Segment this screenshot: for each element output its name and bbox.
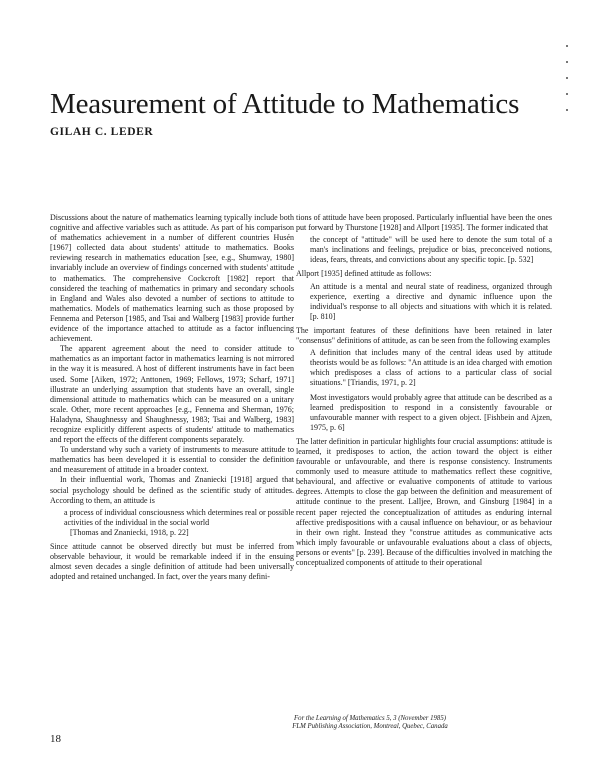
block-quote: An attitude is a mental and neural state of readiness, organized through experience, exerting a directive and dynamic influence upon the individual's response to all objects and situations with which it is related. [p. 810] bbox=[310, 281, 552, 321]
margin-marks bbox=[566, 45, 572, 125]
left-column bbox=[50, 213, 294, 582]
paragraph: The apparent agreement about the need to consider attitude to mathematics as an important factor in mathematics learning is not mirrored in the way it is measured. A host of different instruments have in fact been used. Some [Aiken, 1972; Anttonen, 1969; Fellows, 1973; Scharf, 1971] illustrate an underlying assumption that students have an overall, single dimensional attitude to mathematics which can be measured on a unitary scale. Other, more recent approaches [e.g., Fennema and Sherman, 1976; Haladyna, Shaughnessy and Shaughnessy, 1983; Tsai and Walberg, 1983] recognize explicitly different aspects of students' attitude to mathematics and report the effects of the different components separately. bbox=[50, 344, 294, 445]
quote-source: [Thomas and Znaniecki, 1918, p. 22] bbox=[70, 527, 189, 537]
footer-publisher: FLM Publishing Association, Montreal, Quebec, Canada bbox=[292, 723, 448, 731]
journal-footer bbox=[200, 715, 540, 732]
quote-text: a process of individual consciousness which determines real or possible activities of the individual in the social world bbox=[64, 507, 294, 527]
footer-citation: For the Learning of Mathematics 5, 3 (November 1985) bbox=[294, 715, 446, 722]
paragraph: Since attitude cannot be observed directly but must be inferred from observable behaviour, it would be remarkable indeed if in the ensuing almost seven decades a single definition of attitude had been universally adopted and retained unchanged. In fact, over the years many defini- bbox=[50, 542, 294, 582]
page-number: 18 bbox=[50, 733, 61, 745]
block-quote: Most investigators would probably agree that attitude can be described as a learned predisposition to respond in a consistently favourable or unfavourable manner with respect to a given object. [Fishbein and Ajzen, 1975, p. 6] bbox=[310, 392, 552, 432]
paragraph: To understand why such a variety of instruments to measure attitude to mathematics has been developed it is essential to consider the definition and measurement of attitude in a broader context. bbox=[50, 445, 294, 475]
paragraph: Allport [1935] defined attitude as follows: bbox=[296, 269, 432, 279]
paragraph: In their influential work, Thomas and Znaniecki [1918] argued that social psychology should be defined as the scientific study of attitudes. According to them, an attitude is bbox=[50, 475, 294, 505]
paragraph: The latter definition in particular highlights four crucial assumptions: attitude is learned, it predisposes to action, the action toward the object is either favourable or unfavourable, and there is response consistency. Instruments commonly used to measure attitude to mathematics reflect these cognitive, behavioural, and affective or evaluative components of attitude to various degrees. Attempts to close the gap between the definition and measurement of attitude continue to the present. Lalljee, Brown, and Ginsburg [1984] in a recent paper rejected the conceptualization of attitudes as enduring internal affective predispositions with a causal influence on behaviour, or as behaviour in their own right. Instead they "construe attitudes as communicative acts which imply favourable or unfavourable evaluations about a class of objects, persons or events" [p. 239]. Because of the difficulties involved in matching the conceptualized components of attitude to their operational bbox=[296, 436, 552, 567]
block-quote: the concept of "attitude" will be used here to denote the sum total of a man's inclinations and feelings, prejudice or bias, preconceived notions, ideas, fears, threats, and convictions about any specific topic. [p. 532] bbox=[310, 235, 552, 265]
paragraph: The important features of these definitions have been retained in later "consensus" definitions of attitude, as can be seen from the following examples bbox=[296, 325, 552, 346]
article-title: Measurement of Attitude to Mathematics bbox=[50, 88, 520, 120]
paragraph: tions of attitude have been proposed. Particularly influential have been the ones put forward by Thurstone [1928] and Allport [1935]. The former indicated that bbox=[296, 213, 552, 233]
paragraph: Discussions about the nature of mathematics learning typically include both cognitive and affective variables such as attitude. As part of his comparison of mathematics achievement in a number of different countries Husén [1967] collected data about students' attitude to mathematics. Books reviewing research in mathematics education [see, e.g., Shumway, 1980] invariably include an overview of findings concerned with students' attitude to mathematics. The comprehensive Cockcroft [1982] report that considered the teaching of mathematics in primary and secondary schools in England and Wales also devoted a number of sections to attitude to mathematics. Models of mathematics learning such as those proposed by Fennema and Peterson [1985, and Tsai and Walberg [1983] provide further evidence of the importance attached to attitude as a factor influencing achievement. bbox=[50, 213, 294, 344]
block-quote bbox=[64, 508, 294, 538]
block-quote: A definition that includes many of the central ideas used by attitude theorists would be as follows: "An attitude is an idea charged with emotion which predisposes a class of actions to a particular class of social situations." [Triandis, 1971, p. 2] bbox=[310, 348, 552, 388]
article-author: GILAH C. LEDER bbox=[50, 126, 154, 138]
right-column bbox=[296, 213, 552, 568]
